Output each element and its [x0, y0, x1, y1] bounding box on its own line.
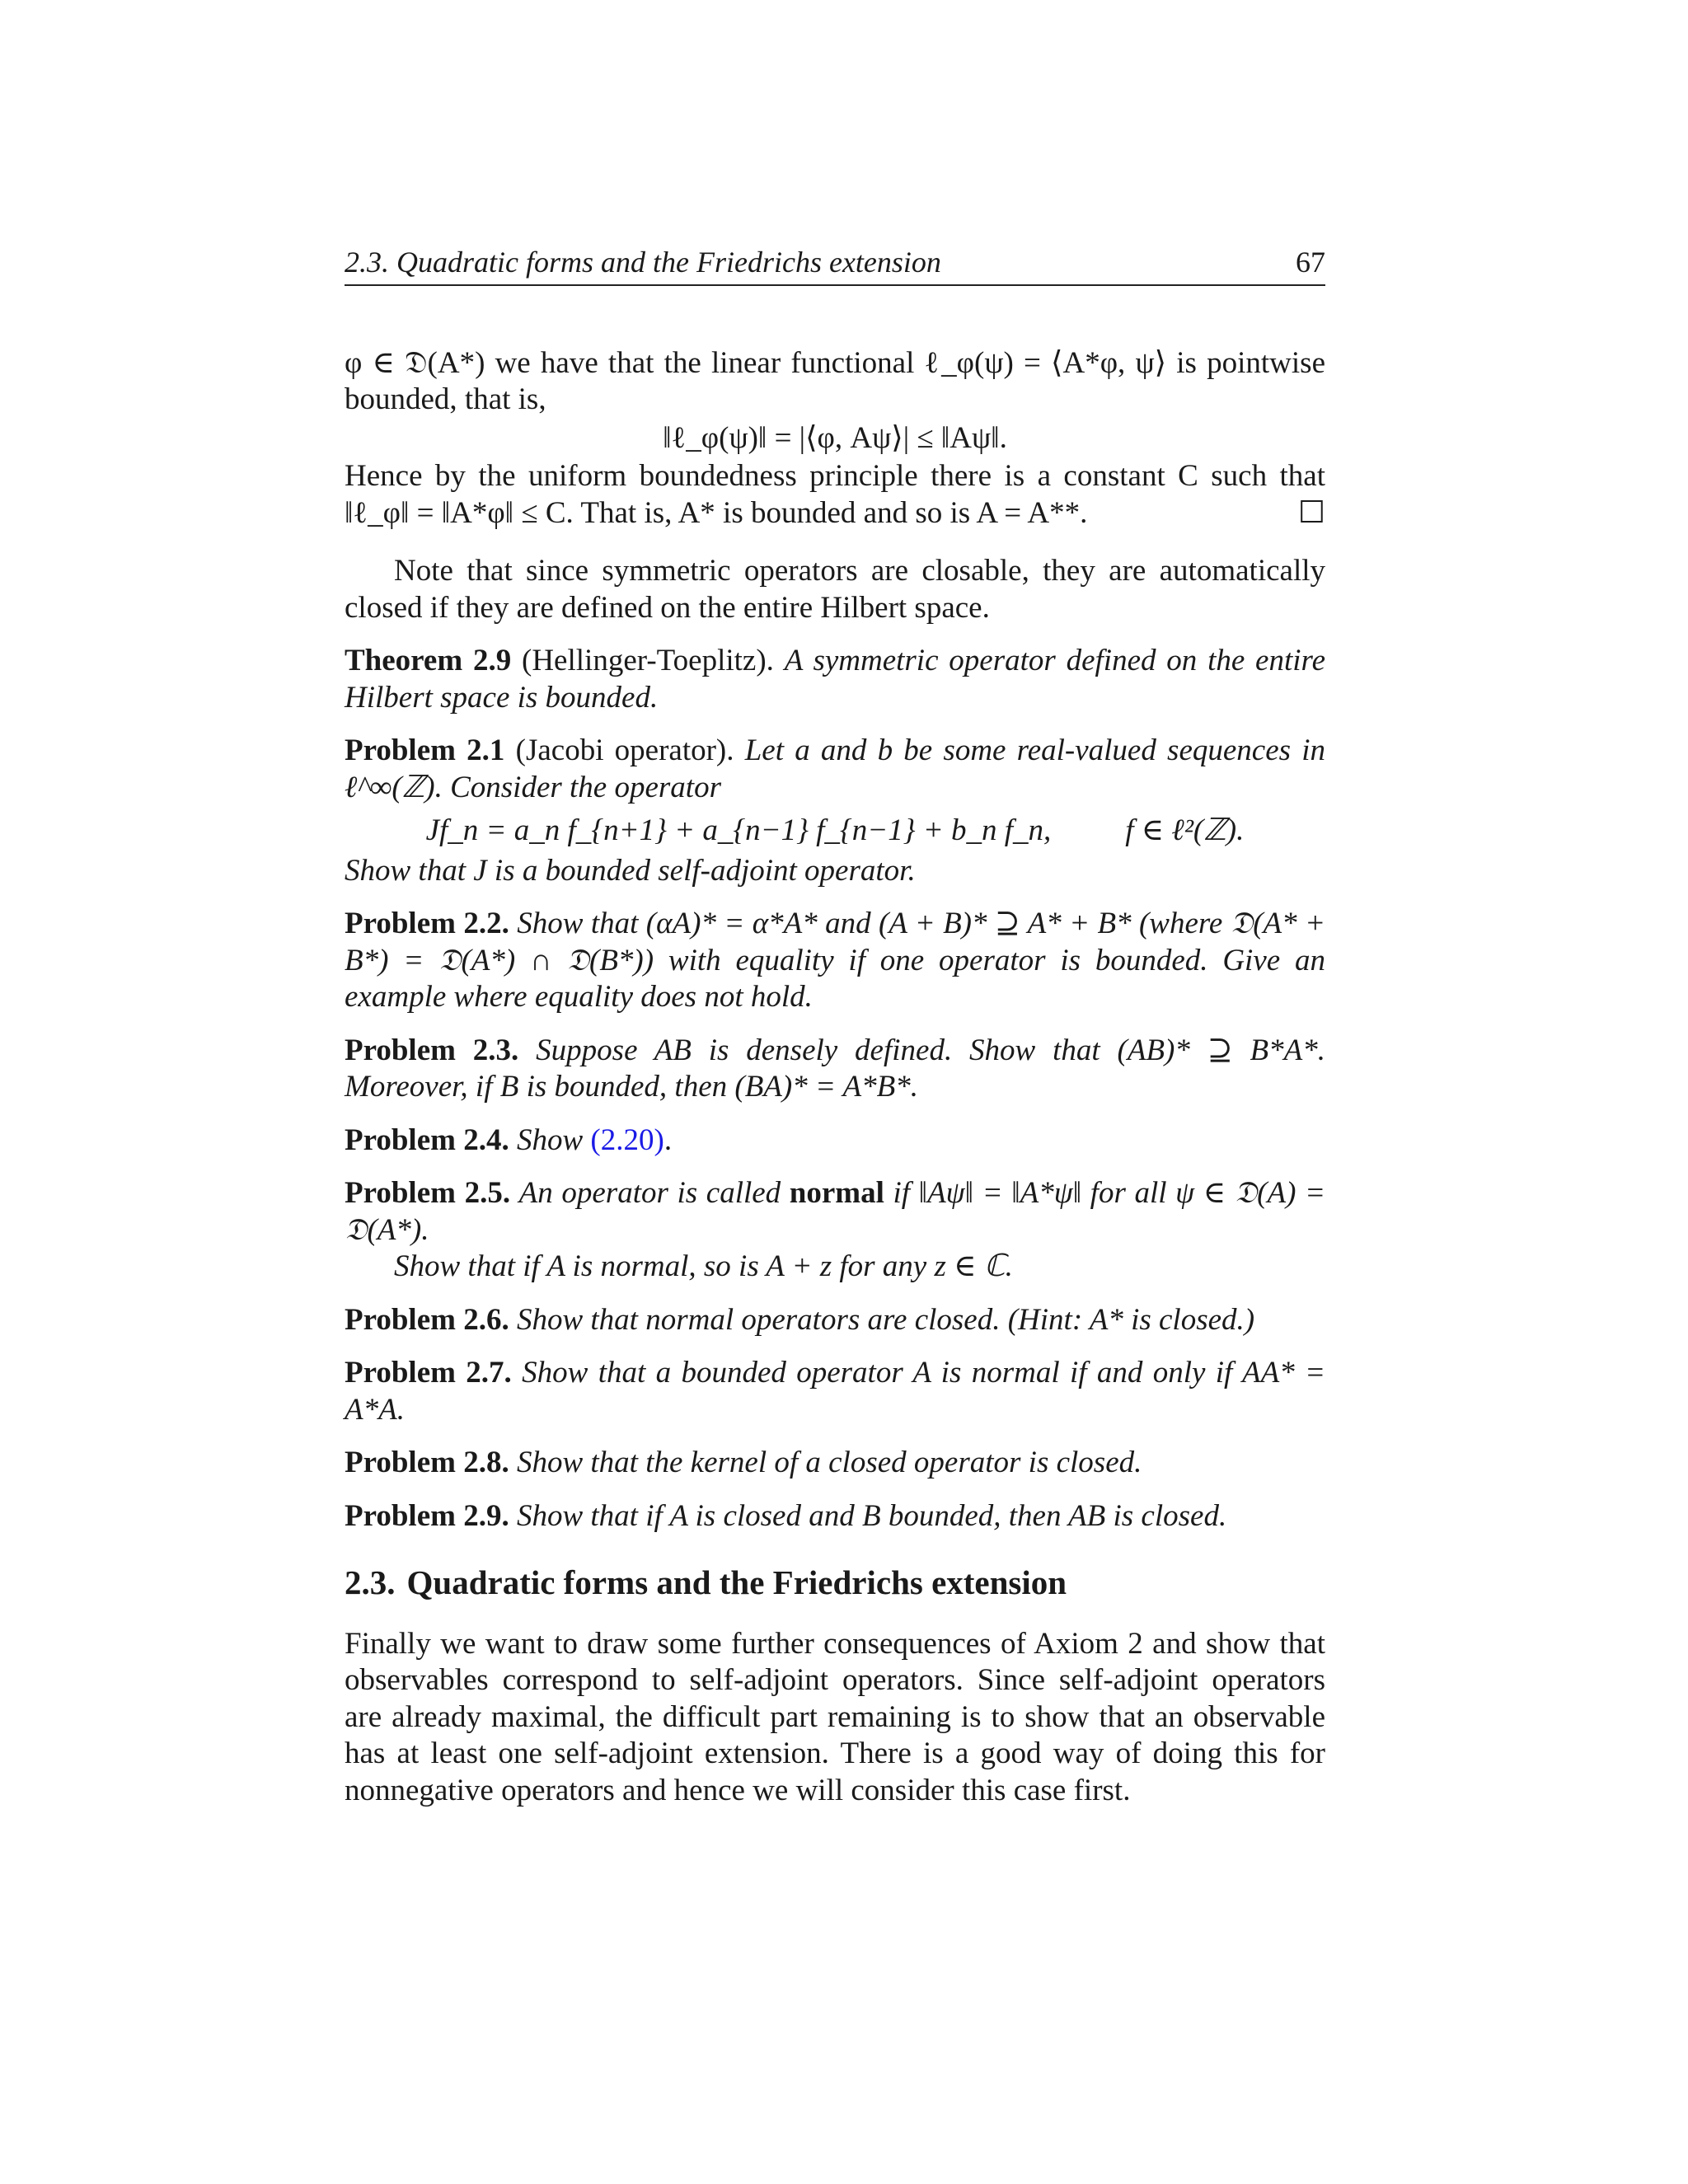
problem-label: Problem 2.2.	[345, 907, 509, 940]
qed-icon: ☐	[1297, 495, 1325, 530]
problem-text: Show that (αA)* = α*A* and (A + B)* ⊇ A* + B* (where 𝔇(A* + B*) = 𝔇(A*) ∩ 𝔇(B*)) with equality if one operator is bounded. Give an example where equality does not hold.	[345, 907, 1325, 1014]
problem-text: Suppose AB is densely defined. Show that (AB)* ⊇ B*A*. Moreover, if B is bounded, then (BA)* = A*B*.	[345, 1033, 1326, 1104]
problem-2-6	[345, 1302, 1325, 1339]
problem-2-1	[345, 733, 1325, 889]
problem-text: Show	[516, 1122, 584, 1157]
problem-2-5	[345, 1175, 1325, 1286]
problem-2-9	[345, 1498, 1325, 1535]
theorem-2-9	[345, 643, 1325, 716]
section-title: Quadratic forms and the Friedrichs extension	[406, 1563, 1067, 1601]
problem-label: Problem 2.4.	[345, 1122, 509, 1157]
proof-line-2	[345, 458, 1325, 532]
problem-name: (Jacobi operator).	[515, 733, 734, 767]
proof-display-equation: ‖ℓ_φ(ψ)‖ = |⟨φ, Aψ⟩| ≤ ‖Aψ‖.	[663, 420, 1007, 455]
proof-line-1: φ ∈ 𝔇(A*) we have that the linear functional ℓ_φ(ψ) = ⟨A*φ, ψ⟩ is pointwise bounded, that is,	[345, 345, 1325, 416]
problem-label: Problem 2.5.	[345, 1176, 511, 1210]
normal-term: normal	[789, 1176, 884, 1210]
theorem-label: Theorem 2.9	[345, 644, 512, 677]
running-head	[345, 244, 1325, 286]
problem-label: Problem 2.9.	[345, 1498, 509, 1533]
problem-2-3	[345, 1033, 1325, 1106]
problem-label: Problem 2.3.	[345, 1033, 519, 1067]
problem-text: Show that normal operators are closed. (Hint: A* is closed.)	[516, 1302, 1255, 1337]
proof-line-2-text: Hence by the uniform boundedness principle there is a constant C such that ‖ℓ_φ‖ = ‖A*φ‖ ≤ C. That is, A* is bounded and so is A = A**.	[345, 459, 1325, 530]
running-head-title: 2.3. Quadratic forms and the Friedrichs extension	[345, 246, 941, 279]
problem-text: An operator is called	[518, 1176, 781, 1210]
theorem-name: (Hellinger-Toeplitz).	[522, 644, 774, 677]
proof-tail	[345, 345, 1325, 532]
jacobi-display-equation	[345, 813, 1325, 850]
problem-2-7	[345, 1355, 1325, 1428]
jacobi-equation-left: Jf_n = a_n f_{n+1} + a_{n−1} f_{n−1} + b_n f_n,	[425, 813, 1052, 847]
section-number: 2.3.	[345, 1563, 396, 1601]
page	[345, 244, 1325, 1809]
problem-label: Problem 2.7.	[345, 1356, 512, 1390]
note-paragraph: Note that since symmetric operators are closable, they are automatically closed if they are defined on the entire Hilbert space.	[345, 554, 1325, 625]
jacobi-equation-right: f ∈ ℓ²(ℤ).	[1125, 813, 1245, 847]
problem-2-8	[345, 1445, 1325, 1482]
section-heading	[345, 1564, 1325, 1601]
problem-text: Show that the kernel of a closed operator is closed.	[516, 1446, 1142, 1479]
problem-text: Let a and b be some real-valued sequences in ℓ^∞(ℤ). Consider the operator	[345, 733, 1326, 804]
problem-label: Problem 2.1	[345, 733, 505, 767]
problem-text: Show that a bounded operator A is normal if and only if AA* = A*A.	[345, 1356, 1326, 1427]
problem-text: Show that if A is closed and B bounded, then AB is closed.	[516, 1498, 1227, 1533]
problem-text-after: Show that J is a bounded self-adjoint operator.	[345, 853, 916, 888]
problem-label: Problem 2.8.	[345, 1446, 509, 1479]
problem-2-4	[345, 1122, 1325, 1160]
problem-text-end: .	[663, 1122, 673, 1157]
problem-2-2	[345, 906, 1325, 1016]
theorem-statement: A symmetric operator defined on the entire Hilbert space is bounded.	[345, 644, 1325, 715]
equation-reference-link[interactable]: (2.20)	[590, 1122, 664, 1157]
problem-label: Problem 2.6.	[345, 1302, 509, 1337]
problem-second-paragraph: Show that if A is normal, so is A + z for any z ∈ ℂ.	[394, 1249, 1013, 1283]
page-number: 67	[1296, 246, 1325, 279]
section-paragraph: Finally we want to draw some further consequences of Axiom 2 and show that observables correspond to self-adjoint operators. Since self-adjoint operators are already maximal, the difficult part remaining is to show that an observable has at least one self-adjoint extension. There is a good way of doing this for nonnegative operators and hence we will consider this case first.	[345, 1626, 1325, 1807]
problem-text-cont: if ‖Aψ‖ = ‖A*ψ‖ for all ψ ∈ 𝔇(A) = 𝔇(A*).	[345, 1176, 1325, 1247]
